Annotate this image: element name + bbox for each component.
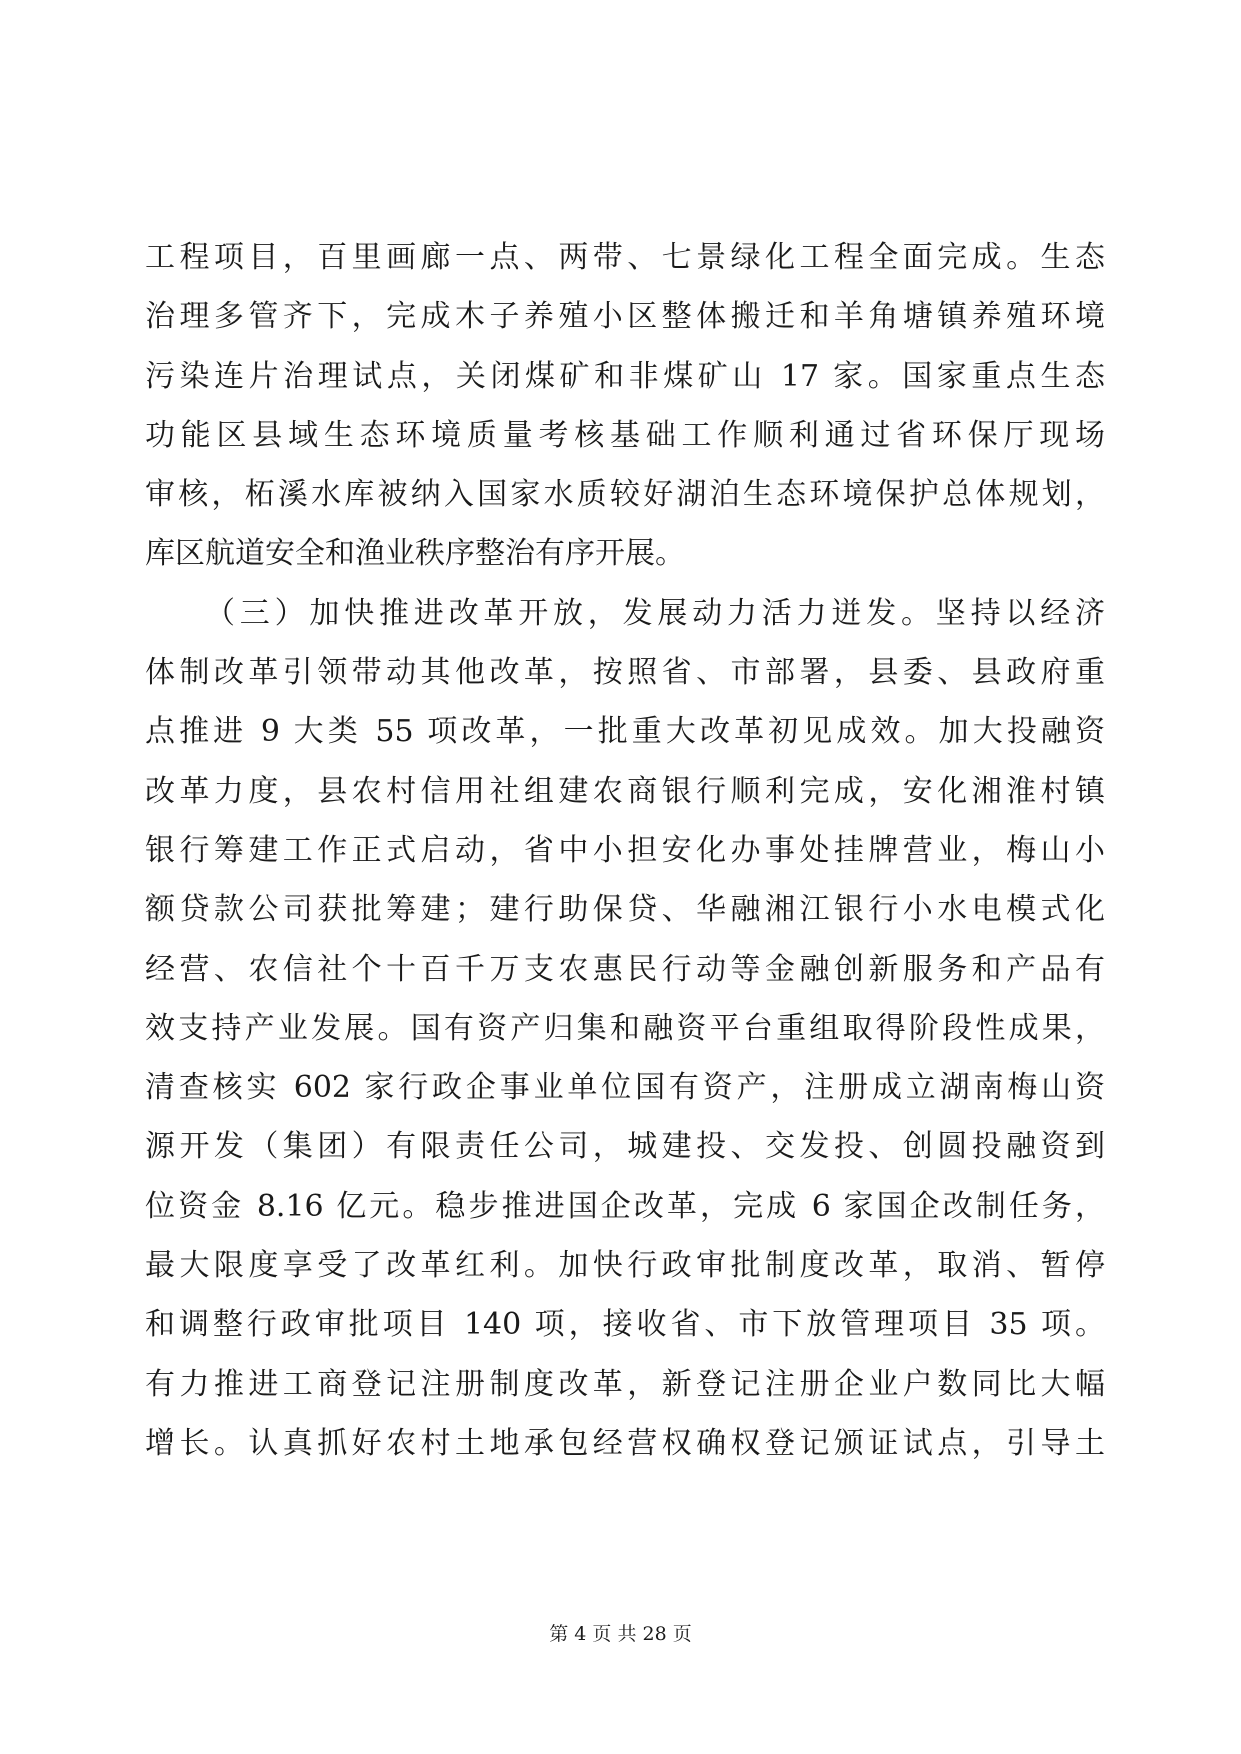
text-line: 污染连片治理试点，关闭煤矿和非煤矿山 17 家。国家重点生态 — [145, 358, 1105, 394]
paragraph-heading-line: （三）加快推进改革开放，发展动力活力迸发。坚持以经济 — [205, 595, 1105, 631]
text-line: 效支持产业发展。国有资产归集和融资平台重组取得阶段性成果， — [145, 1010, 1105, 1046]
text-line: 有力推进工商登记注册制度改革，新登记注册企业户数同比大幅 — [145, 1366, 1105, 1402]
page-number-footer: 第 4 页 共 28 页 — [549, 1623, 692, 1645]
text-line: 功能区县域生态环境质量考核基础工作顺利通过省环保厅现场 — [145, 417, 1105, 453]
text-line: 清查核实 602 家行政企事业单位国有资产，注册成立湖南梅山资 — [145, 1070, 1105, 1106]
text-line: 额贷款公司获批筹建；建行助保贷、华融湘江银行小水电模式化 — [145, 892, 1105, 928]
text-line: 审核，柘溪水库被纳入国家水质较好湖泊生态环境保护总体规划， — [145, 477, 1105, 513]
text-line: 位资金 8.16 亿元。稳步推进国企改革，完成 6 家国企改制任务， — [145, 1188, 1105, 1224]
text-line: 银行筹建工作正式启动，省中小担安化办事处挂牌营业，梅山小 — [145, 832, 1105, 868]
text-line: 体制改革引领带动其他改革，按照省、市部署，县委、县政府重 — [145, 655, 1105, 691]
text-line: 治理多管齐下，完成木子养殖小区整体搬迁和羊角塘镇养殖环境 — [145, 299, 1105, 335]
text-line: 改革力度，县农村信用社组建农商银行顺利完成，安化湘淮村镇 — [145, 773, 1105, 809]
text-line: 库区航道安全和渔业秩序整治有序开展。 — [145, 536, 685, 572]
text-line: 经营、农信社个十百千万支农惠民行动等金融创新服务和产品有 — [145, 951, 1105, 987]
text-line: 增长。认真抓好农村土地承包经营权确权登记颁证试点，引导土 — [145, 1425, 1105, 1461]
text-line: 最大限度享受了改革红利。加快行政审批制度改革，取消、暂停 — [145, 1248, 1105, 1284]
body-text — [145, 228, 1105, 1473]
text-line: 源开发（集团）有限责任公司，城建投、交发投、创圆投融资到 — [145, 1129, 1105, 1165]
text-line: 点推进 9 大类 55 项改革，一批重大改革初见成效。加大投融资 — [145, 714, 1105, 750]
text-line: 和调整行政审批项目 140 项，接收省、市下放管理项目 35 项。 — [145, 1307, 1105, 1343]
text-line: 工程项目，百里画廊一点、两带、七景绿化工程全面完成。生态 — [145, 240, 1105, 275]
